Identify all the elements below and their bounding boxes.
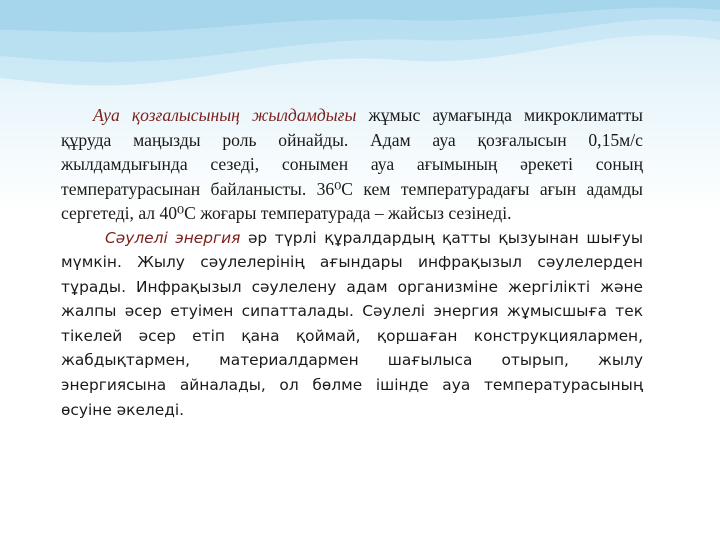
header-wave-decoration xyxy=(0,0,720,110)
term-radiant-energy: Сәулелі энергия xyxy=(105,228,241,247)
term-air-speed: Ауа қозғалысының жылдамдығы xyxy=(93,105,357,125)
text-body xyxy=(61,103,643,422)
paragraph-air-movement-text: жұмыс аумағында микроклиматты құруда маңызды роль ойнайды. Адам ауа қозғалысын 0,15м/с жылдамдығында сезеді, сонымен ауа ағымының әрекеті соның температурасынан байланысты. 36⁰С кем температурадағы ағын адамды сергетеді, ал 40⁰С жоғары температурада – жайсыз сезінеді. xyxy=(61,105,643,223)
paragraph-radiant-energy xyxy=(61,226,643,423)
paragraph-radiant-energy-text: әр түрлі құралдардың қатты қызуынан шығуы мүмкін. Жылу сәулелерінің ағындары инфрақызыл сәулелерден тұрады. Инфрақызыл сәулелену адам организміне жергілікті және жалпы әсер етуімен сипатталады. Сәулелі энергия жұмысшыға тек тікелей әсер етіп қана қоймай, қоршаған конструкциялармен, жабдықтармен, материалдармен шағылыса отырып, жылу энергиясына айналады, ол бөлме ішінде ауа температурасының өсуіне әкеледі. xyxy=(61,228,643,419)
paragraph-air-movement xyxy=(61,103,643,226)
